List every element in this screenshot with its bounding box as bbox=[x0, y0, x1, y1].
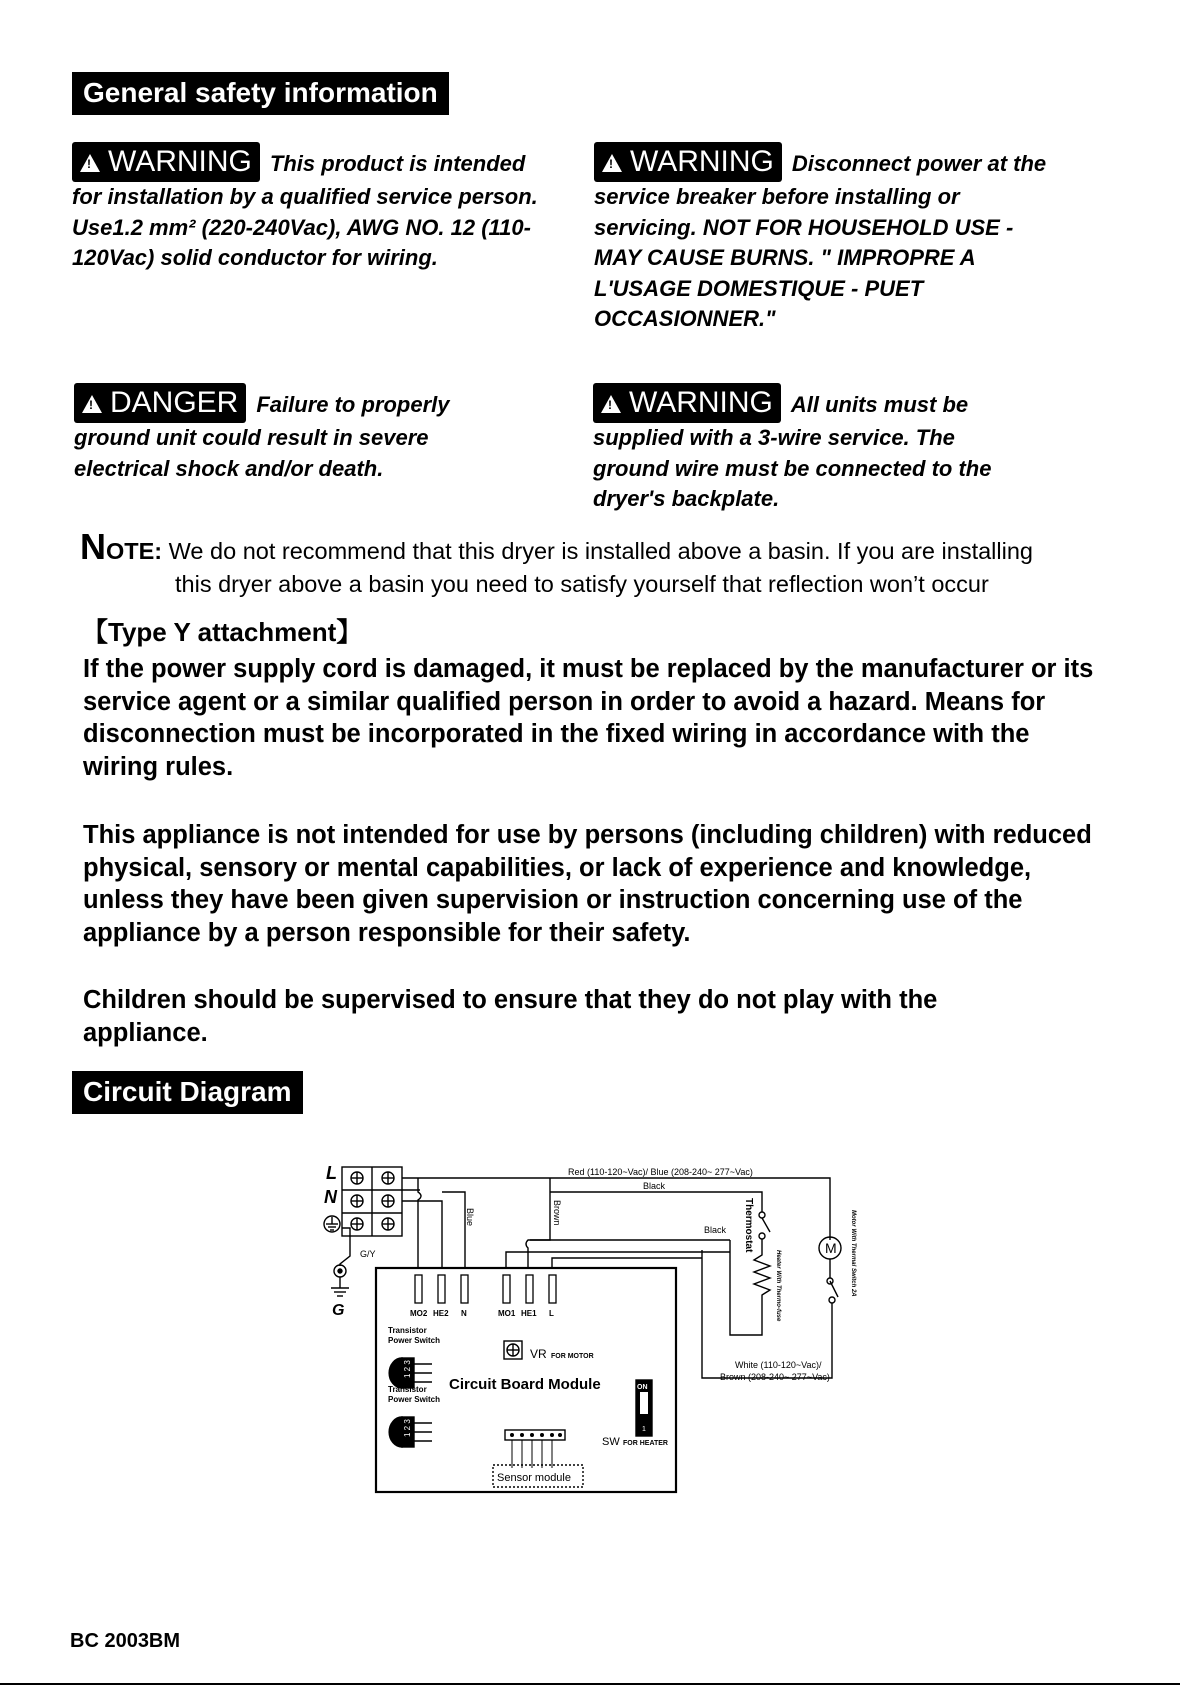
pin-label-l: L bbox=[549, 1309, 554, 1318]
section-heading-safety: General safety information bbox=[72, 72, 449, 115]
pin-label-he1: HE1 bbox=[521, 1309, 537, 1318]
pin-label-n: N bbox=[461, 1309, 467, 1318]
sw-sub-label: FOR HEATER bbox=[623, 1440, 668, 1447]
black-wire-label-top: Black bbox=[643, 1181, 666, 1191]
white-brown-label-2: Brown (208-240~ 277~Vac) bbox=[720, 1372, 830, 1382]
brown-wire-label: Brown bbox=[552, 1200, 562, 1226]
note-first-letter: N bbox=[80, 526, 106, 567]
pin-label-he2: HE2 bbox=[433, 1309, 449, 1318]
switch-on-label: ON bbox=[637, 1384, 648, 1391]
warning-badge: !WARNING bbox=[593, 383, 781, 423]
motor-m-symbol: M bbox=[825, 1240, 837, 1256]
warning-triangle-icon bbox=[602, 154, 622, 172]
board-pins bbox=[415, 1275, 556, 1303]
earth-symbol-icon bbox=[324, 1216, 340, 1232]
vr-sub-label: FOR MOTOR bbox=[551, 1353, 594, 1360]
note-line-2: this dryer above a basin you need to satisfy yourself that reflection won’t occur bbox=[175, 571, 989, 597]
paragraph-power-cord: If the power supply cord is damaged, it must be replaced by the manufacturer or its service agent or a similar qualified person in order to avoid a hazard. Means for disconnection must be incorporated in the fixed wiring in accordance with the wiring rules. bbox=[83, 655, 1094, 781]
warning-installation: !WARNING This product is intended for installation by a qualified service person. Use1.2 mm² (220-240Vac), AWG NO. 12 (110-120Vac) solid conductor for wiring. bbox=[72, 142, 542, 274]
danger-badge: !DANGER bbox=[74, 383, 246, 423]
terminal-n-label: N bbox=[324, 1187, 337, 1207]
transistor-2-label-a: Transistor bbox=[388, 1385, 427, 1394]
warning-badge: !WARNING bbox=[594, 142, 782, 182]
sensor-module-label: Sensor module bbox=[497, 1472, 571, 1484]
vr-potentiometer-icon bbox=[504, 1341, 522, 1359]
paragraph-persons: This appliance is not intended for use by persons (including children) with reduced physical, sensory or mental capabilities, or lack of experience and knowledge, unless they have been given supervision or instruction concerning use of the appliance by a person responsible for their safety. bbox=[83, 821, 1092, 947]
red-blue-wire-label: Red (110-120~Vac)/ Blue (208-240~ 277~Vac) bbox=[568, 1167, 753, 1177]
blue-wire-label: Blue bbox=[465, 1208, 475, 1227]
note-line-1: We do not recommend that this dryer is installed above a basin. If you are installing bbox=[168, 538, 1033, 564]
ground-symbol-icon bbox=[331, 1265, 349, 1296]
warning-triangle-icon bbox=[82, 395, 102, 413]
danger-ground: !DANGER Failure to properly ground unit could result in severe electrical shock and/or death. bbox=[74, 383, 504, 484]
footer-model: BC 2003BM bbox=[70, 1630, 181, 1652]
black-wire-label-mid: Black bbox=[704, 1225, 727, 1235]
section-heading-circuit: Circuit Diagram bbox=[72, 1071, 303, 1114]
transistor-1-label-a: Transistor bbox=[388, 1326, 427, 1335]
motor-label: Motor With Thermal Switch 2A bbox=[850, 1210, 856, 1297]
type-y-heading: 【Type Y attachment】 bbox=[82, 617, 363, 647]
board-label: Circuit Board Module bbox=[449, 1376, 601, 1393]
paragraph-children: Children should be supervised to ensure that they do not play with the appliance. bbox=[83, 986, 938, 1047]
warning-3-wire: !WARNING All units must be supplied with a 3-wire service. The ground wire must be connected to the dryer's backplate. bbox=[593, 383, 1033, 515]
note-label: OTE: bbox=[106, 538, 163, 564]
note-basin bbox=[80, 526, 1100, 601]
ground-g-label: G bbox=[332, 1302, 345, 1319]
sw-label: SW bbox=[602, 1436, 620, 1448]
pin-label-mo2: MO2 bbox=[410, 1309, 428, 1318]
warning-triangle-icon bbox=[80, 154, 100, 172]
warning-disconnect-power: !WARNING Disconnect power at the service breaker before installing or servicing. NOT FOR HOUSEHOLD USE - MAY CAUSE BURNS. " IMPROPRE A L'USAGE DOMESTIQUE - PUET OCCASIONNER." bbox=[594, 142, 1054, 335]
thermostat-label: Thermostat bbox=[743, 1198, 754, 1253]
white-brown-label-1: White (110-120~Vac)/ bbox=[735, 1360, 822, 1370]
switch-number-label: 1 bbox=[642, 1426, 646, 1433]
warning-badge: !WARNING bbox=[72, 142, 260, 182]
circuit-diagram bbox=[0, 1140, 1180, 1510]
gy-wire-label: G/Y bbox=[360, 1249, 376, 1259]
terminal-l-label: L bbox=[326, 1163, 337, 1183]
heater-label: Heater With Thermo-fuse bbox=[775, 1250, 781, 1322]
vr-label: VR bbox=[530, 1347, 547, 1361]
transistor-2-label-b: Power Switch bbox=[388, 1395, 441, 1404]
transistor-1-pins: 1 2 3 bbox=[403, 1360, 412, 1378]
warning-triangle-icon bbox=[601, 395, 621, 413]
transistor-1-label-b: Power Switch bbox=[388, 1336, 441, 1345]
transistor-2-pins: 1 2 3 bbox=[403, 1419, 412, 1437]
pin-label-mo1: MO1 bbox=[498, 1309, 516, 1318]
